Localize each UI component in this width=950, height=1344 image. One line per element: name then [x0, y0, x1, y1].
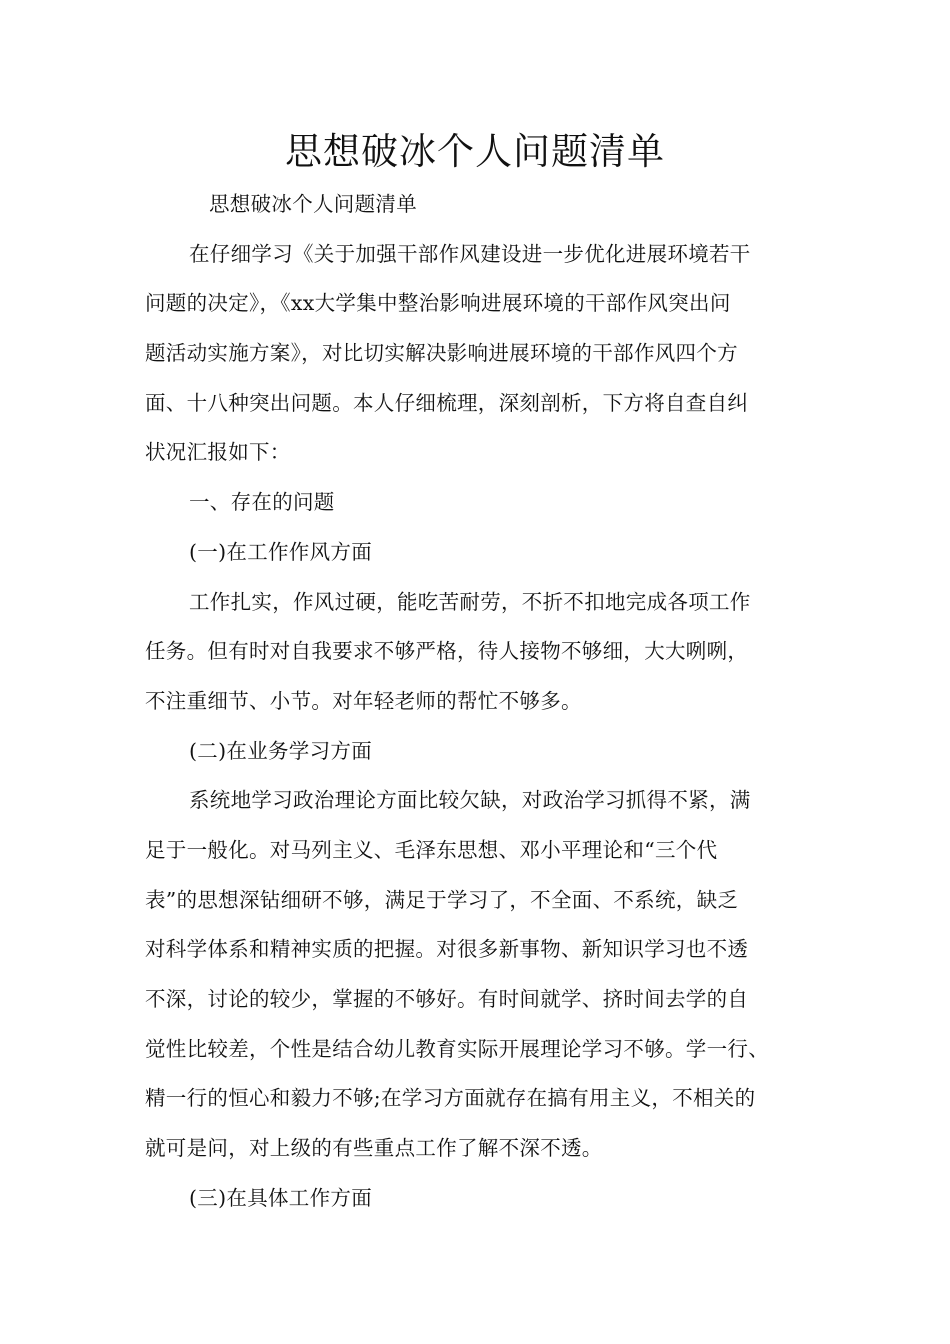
subsection-heading: (二)在业务学习方面	[189, 738, 372, 763]
paragraph-line: 状况汇报如下：	[145, 440, 291, 465]
paragraph-line: 足于一般化。对马列主义、毛泽东思想、邓小平理论和“三个代	[145, 837, 718, 862]
paragraph-line: 面、十八种突出问题。本人仔细梳理，深刻剖析，下方将自查自纠	[145, 390, 749, 415]
document-body	[145, 180, 815, 1223]
paragraph-line: 觉性比较差，个性是结合幼儿教育实际开展理论学习不够。学一行、	[145, 1036, 769, 1061]
paragraph-line: 任务。但有时对自我要求不够严格，待人接物不够细，大大咧咧，	[145, 639, 749, 664]
subsection-heading: (一)在工作作风方面	[189, 539, 372, 564]
section-heading: 一、存在的问题	[189, 490, 335, 515]
paragraph-line: 精一行的恒心和毅力不够;在学习方面就存在搞有用主义，不相关的	[145, 1086, 756, 1111]
paragraph-line: 就可是问，对上级的有些重点工作了解不深不透。	[145, 1136, 603, 1161]
document-title: 思想破冰个人问题清单	[285, 130, 665, 173]
paragraph-line: 系统地学习政治理论方面比较欠缺，对政治学习抓得不紧，满	[189, 788, 751, 813]
paragraph-line: 不注重细节、小节。对年轻老师的帮忙不够多。	[145, 688, 582, 713]
paragraph-line: 在仔细学习《关于加强干部作风建设进一步优化进展环境若干	[189, 241, 751, 266]
document-subtitle: 思想破冰个人问题清单	[209, 192, 417, 216]
paragraph-line: 工作扎实，作风过硬，能吃苦耐劳，不折不扣地完成各项工作	[189, 589, 751, 614]
paragraph-line: 题活动实施方案》，对比切实解决影响进展环境的干部作风四个方	[145, 341, 738, 366]
paragraph-line: 问题的决定》，《xx大学集中整治影响进展环境的干部作风突出问	[145, 291, 731, 316]
paragraph-line: 表”的思想深钻细研不够，满足于学习了，不全面、不系统，缺乏	[145, 887, 739, 912]
paragraph-line: 对科学体系和精神实质的把握。对很多新事物、新知识学习也不透	[145, 937, 749, 962]
subsection-heading: (三)在具体工作方面	[189, 1185, 372, 1210]
paragraph-line: 不深，讨论的较少，掌握的不够好。有时间就学、挤时间去学的自	[145, 987, 749, 1011]
